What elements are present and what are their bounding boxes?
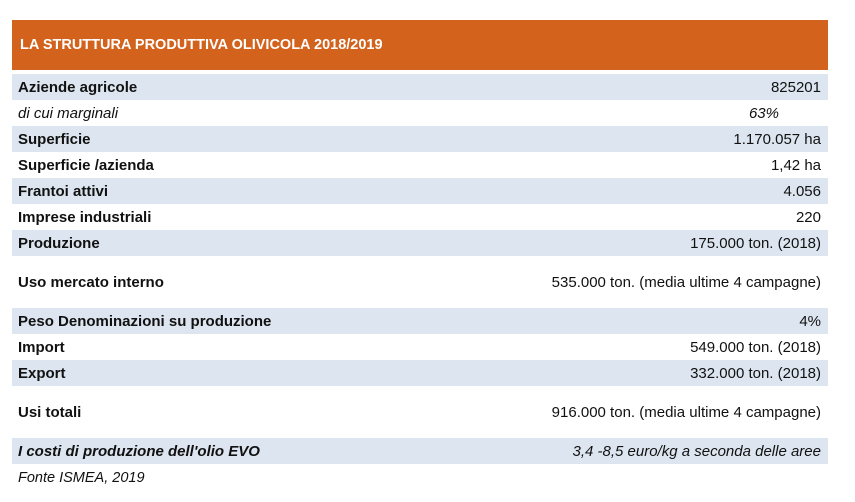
row-label: di cui marginali (18, 104, 119, 122)
row-value: 535.000 ton. (media ultime 4 campagne) (551, 273, 821, 291)
row-import (12, 334, 828, 360)
row-label: Aziende agricole (18, 78, 138, 96)
row-di-cui-marginali (12, 100, 828, 126)
row-value: 3,4 -8,5 euro/kg a seconda delle aree (572, 442, 821, 460)
row-export (12, 360, 828, 386)
row-peso-denominazioni (12, 308, 828, 334)
source-note: Fonte ISMEA, 2019 (18, 470, 145, 486)
row-label: Frantoi attivi (18, 182, 109, 200)
row-value: 1,42 ha (770, 156, 821, 174)
row-superficie (12, 126, 828, 152)
row-value: 825201 (770, 78, 821, 96)
row-label: Produzione (18, 234, 100, 252)
row-label: Peso Denominazioni su produzione (18, 312, 272, 330)
row-superficie-azienda (12, 152, 828, 178)
row-value: 175.000 ton. (2018) (690, 234, 821, 252)
row-label: Superficie (18, 130, 91, 148)
row-costi-produzione (12, 438, 828, 464)
row-value: 220 (795, 208, 821, 226)
row-label: Usi totali (18, 403, 82, 421)
row-aziende-agricole (12, 74, 828, 100)
row-imprese-industriali (12, 204, 828, 230)
row-label: Export (18, 364, 66, 382)
row-value: 1.170.057 ha (733, 130, 821, 148)
row-value: 916.000 ton. (media ultime 4 campagne) (551, 403, 821, 421)
row-produzione (12, 230, 828, 256)
row-value: 332.000 ton. (2018) (690, 364, 821, 382)
row-value: 4.056 (783, 182, 821, 200)
row-value: 549.000 ton. (2018) (690, 338, 821, 356)
row-label: I costi di produzione dell'olio EVO (18, 442, 260, 460)
row-label: Superficie /azienda (18, 156, 154, 174)
table-title: LA STRUTTURA PRODUTTIVA OLIVICOLA 2018/2019 (12, 20, 828, 70)
row-usi-totali (12, 386, 828, 438)
row-label: Import (18, 338, 65, 356)
row-value: 63% (748, 104, 779, 122)
row-label: Uso mercato interno (18, 273, 164, 291)
row-value: 4% (799, 312, 821, 330)
row-label: Imprese industriali (18, 208, 152, 226)
olive-structure-table (12, 20, 828, 486)
row-frantoi-attivi (12, 178, 828, 204)
row-uso-mercato-interno (12, 256, 828, 308)
